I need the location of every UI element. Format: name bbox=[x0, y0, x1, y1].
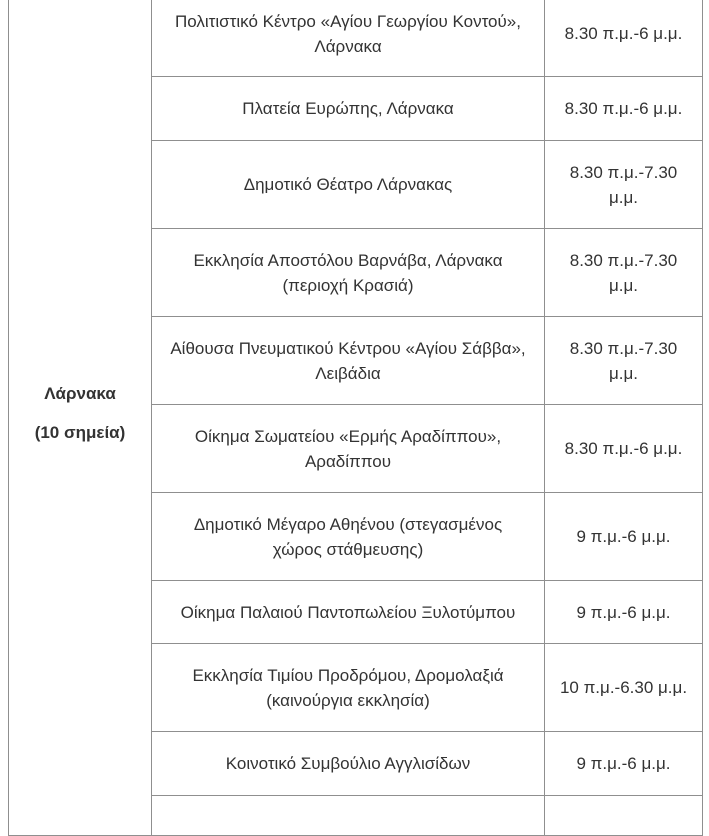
place-cell bbox=[152, 644, 545, 732]
hours-cell bbox=[545, 581, 703, 644]
hours-line: μ.μ. bbox=[608, 363, 639, 383]
place-line: (καινούργια εκκλησία) bbox=[266, 690, 430, 710]
place-line: Πολιτιστικό Κέντρο «Αγίου Γεωργίου Κοντού», bbox=[175, 11, 521, 31]
hours-line: 8.30 π.μ.-6 μ.μ. bbox=[564, 99, 683, 118]
place-cell bbox=[152, 581, 545, 644]
hours-cell bbox=[545, 317, 703, 405]
hours-line: 9 π.μ.-6 μ.μ. bbox=[576, 527, 671, 546]
place-line: Λειβάδια bbox=[315, 363, 381, 383]
place-line: Οίκημα Σωματείου «Ερμής Αραδίππου», bbox=[194, 426, 502, 446]
hours-cell bbox=[545, 77, 703, 141]
place-cell bbox=[152, 732, 545, 796]
region-cell bbox=[9, 0, 152, 836]
hours-line: μ.μ. bbox=[608, 187, 639, 207]
place-cell bbox=[152, 77, 545, 141]
region-name: Λάρνακα bbox=[44, 384, 116, 403]
hours-line: 8.30 π.μ.-7.30 bbox=[569, 338, 678, 358]
place-line: Κοινοτικό Συμβούλιο Αγγλισίδων bbox=[225, 754, 471, 773]
hours-cell bbox=[545, 229, 703, 317]
hours-line: 8.30 π.μ.-6 μ.μ. bbox=[564, 24, 683, 43]
hours-cell bbox=[545, 0, 703, 77]
hours-cell bbox=[545, 732, 703, 796]
hours-line: 8.30 π.μ.-6 μ.μ. bbox=[564, 439, 683, 458]
place-cell bbox=[152, 796, 545, 836]
hours-cell bbox=[545, 141, 703, 229]
hours-line: μ.μ. bbox=[608, 275, 639, 295]
hours-cell bbox=[545, 405, 703, 493]
place-cell bbox=[152, 317, 545, 405]
hours-cell bbox=[545, 493, 703, 581]
place-line: Εκκλησία Τιμίου Προδρόμου, Δρομολαξιά bbox=[192, 665, 504, 685]
hours-line: 10 π.μ.-6.30 μ.μ. bbox=[559, 678, 688, 697]
place-line: Δημοτικό Θέατρο Λάρνακας bbox=[243, 175, 453, 194]
place-line: (περιοχή Κρασιά) bbox=[282, 275, 414, 295]
place-cell bbox=[152, 405, 545, 493]
place-line: Αίθουσα Πνευματικού Κέντρου «Αγίου Σάββα», bbox=[170, 338, 526, 358]
place-line: Οίκημα Παλαιού Παντοπωλείου Ξυλοτύμπου bbox=[180, 602, 516, 622]
place-line: χώρος στάθμευσης) bbox=[272, 539, 424, 559]
place-line: Πλατεία Ευρώπης, Λάρνακα bbox=[242, 99, 454, 118]
place-line: Εκκλησία Αποστόλου Βαρνάβα, Λάρνακα bbox=[193, 250, 503, 270]
hours-line: 9 π.μ.-6 μ.μ. bbox=[576, 754, 671, 773]
hours-cell bbox=[545, 796, 703, 836]
place-line: Δημοτικό Μέγαρο Αθηένου (στεγασμένος bbox=[193, 514, 503, 534]
place-line: Λάρνακα bbox=[314, 36, 382, 56]
place-cell bbox=[152, 0, 545, 77]
place-cell bbox=[152, 141, 545, 229]
locations-table bbox=[8, 0, 703, 836]
place-line: Αραδίππου bbox=[304, 451, 392, 471]
region-count: (10 σημεία) bbox=[34, 423, 126, 442]
hours-cell bbox=[545, 644, 703, 732]
locations-table-wrapper bbox=[8, 0, 701, 836]
place-cell bbox=[152, 493, 545, 581]
hours-line: 9 π.μ.-6 μ.μ. bbox=[576, 602, 671, 622]
place-cell bbox=[152, 229, 545, 317]
hours-line: 8.30 π.μ.-7.30 bbox=[569, 162, 678, 182]
table-row bbox=[9, 0, 703, 77]
hours-line: 8.30 π.μ.-7.30 bbox=[569, 250, 678, 270]
